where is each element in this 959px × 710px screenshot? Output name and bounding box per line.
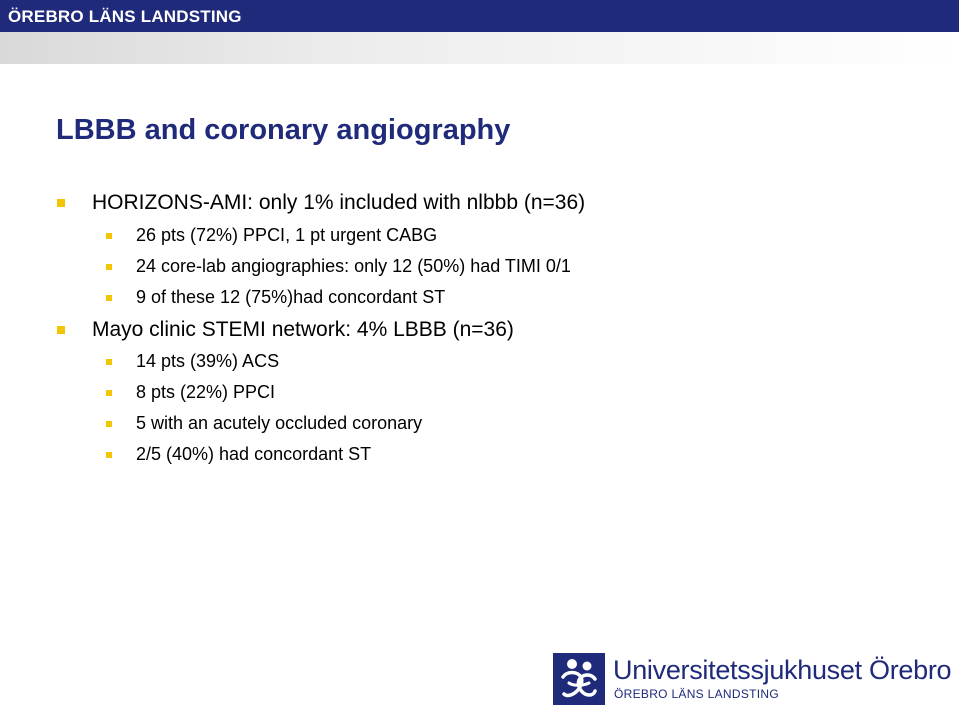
people-embrace-logo-icon	[553, 653, 605, 705]
bullet-square-icon	[106, 390, 112, 396]
bullet-square-icon	[57, 326, 65, 334]
bullet-text: 26 pts (72%) PPCI, 1 pt urgent CABG	[136, 225, 438, 245]
logo-subtitle: ÖREBRO LÄNS LANDSTING	[614, 687, 780, 701]
bullet-square-icon	[106, 264, 112, 270]
logo-mark-svg	[553, 653, 605, 705]
bullet-text: 8 pts (22%) PPCI	[136, 382, 276, 402]
bullet-text: 9 of these 12 (75%)had concordant ST	[136, 287, 446, 307]
bullet-square-icon	[106, 233, 112, 239]
bullet-text: 14 pts (39%) ACS	[136, 351, 280, 371]
bullet-text: 24 core-lab angiographies: only 12 (50%) had TIMI 0/1	[136, 256, 571, 276]
slide-title: LBBB and coronary angiography	[56, 114, 511, 146]
header-title: ÖREBRO LÄNS LANDSTING	[8, 7, 242, 26]
logo-name: Universitetssjukhuset Örebro	[613, 655, 952, 685]
bullet-text: HORIZONS-AMI: only 1% included with nlbbb (n=36)	[92, 191, 586, 214]
bullet-text: 5 with an acutely occluded coronary	[136, 413, 423, 433]
bullet-square-icon	[106, 295, 112, 301]
hospital-logo	[553, 653, 952, 705]
bullet-square-icon	[106, 421, 112, 427]
bullet-square-icon	[106, 359, 112, 365]
bullet-square-icon	[57, 199, 65, 207]
bullet-square-icon	[106, 452, 112, 458]
bullet-text: 2/5 (40%) had concordant ST	[136, 444, 372, 464]
bullet-text: Mayo clinic STEMI network: 4% LBBB (n=36)	[92, 318, 514, 341]
